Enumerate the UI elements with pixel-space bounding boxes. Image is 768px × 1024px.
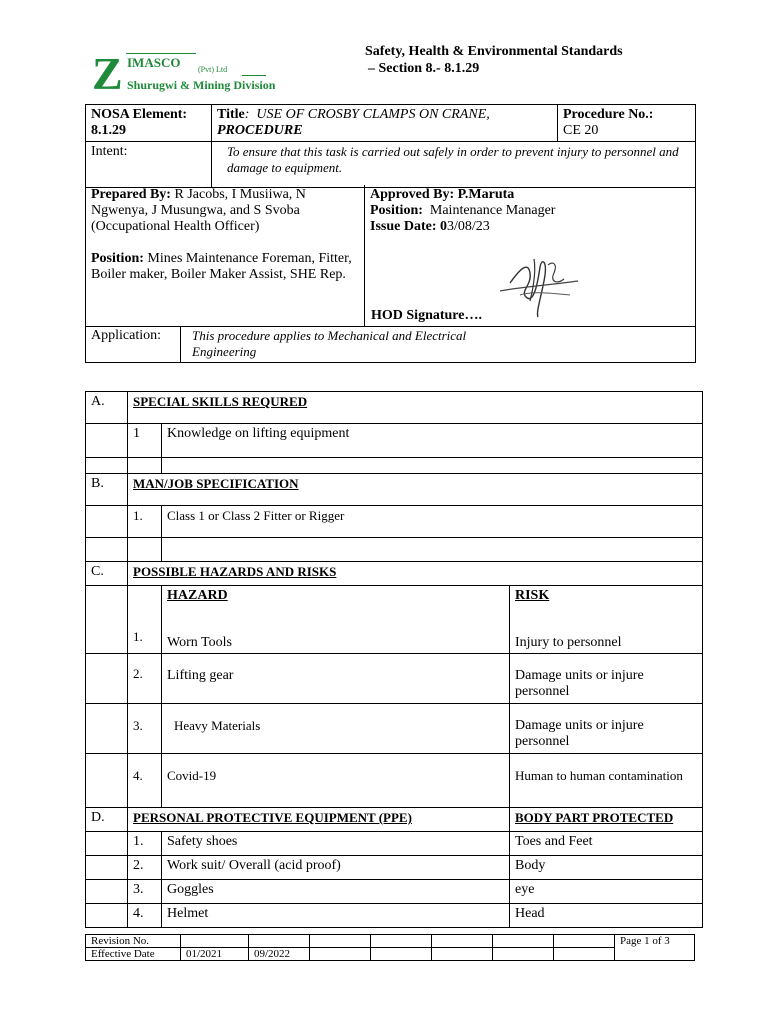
logo-company-name: IMASCO — [127, 55, 181, 70]
section-d-row — [86, 808, 703, 832]
intent-label-cell — [86, 142, 212, 188]
title-label: Title — [217, 107, 245, 122]
ppe-row — [86, 856, 703, 880]
intent-label: Intent: — [91, 144, 128, 159]
ppe-row — [86, 832, 703, 856]
ppe-text: Helmet — [162, 904, 510, 928]
effective-date-2: 09/2022 — [249, 948, 310, 961]
section-d-title: PERSONAL PROTECTIVE EQUIPMENT (PPE) — [133, 810, 412, 825]
ppe-text: Goggles — [162, 880, 510, 904]
body-part-text: Toes and Feet — [510, 832, 703, 856]
section-a-row — [86, 392, 703, 424]
risk-text: Human to human contamination — [510, 754, 703, 808]
hazard-text: Worn Tools — [167, 635, 232, 650]
item-number: 1. — [128, 586, 162, 654]
ppe-row — [86, 880, 703, 904]
section-letter: C. — [86, 562, 128, 586]
list-item — [86, 506, 703, 538]
body-part-header: BODY PART PROTECTED — [515, 810, 674, 825]
hazard-text: Covid-19 — [162, 754, 510, 808]
position-label: Position: — [91, 251, 144, 266]
item-number: 1 — [128, 424, 162, 458]
body-part-text: Body — [510, 856, 703, 880]
effective-date-1: 01/2021 — [181, 948, 249, 961]
application-value-cell — [181, 326, 696, 363]
ppe-text: Work suit/ Overall (acid proof) — [162, 856, 510, 880]
risk-text: Injury to personnel — [515, 635, 622, 650]
approved-position-label: Position: — [370, 203, 423, 218]
prepared-label: Prepared By: — [91, 187, 171, 202]
prepared-value: R Jacobs, I Musiiwa, N Ngwenya, J Musungwa, and S Svoba (Occupational Health Officer) — [91, 187, 306, 234]
item-number: 1. — [128, 506, 162, 538]
section-letter: A. — [86, 392, 128, 424]
section-b-row — [86, 474, 703, 506]
logo-division: Shurugwi & Mining Division — [127, 78, 276, 92]
hazard-row — [86, 654, 703, 704]
issue-date-label: Issue Date: — [370, 219, 440, 234]
hazard-header: HAZARD — [167, 588, 228, 603]
logo-mid-rule — [242, 75, 266, 76]
prepared-cell — [86, 185, 365, 326]
item-number: 3. — [128, 704, 162, 754]
approved-label: Approved By: — [370, 187, 455, 202]
item-number: 3. — [128, 880, 162, 904]
section-b-title: MAN/JOB SPECIFICATION — [133, 476, 299, 491]
logo-pvt-ltd: (Pvt) Ltd — [198, 65, 228, 74]
title-cell — [212, 105, 558, 142]
logo-top-rule — [126, 53, 196, 54]
procedure-cell — [558, 105, 696, 142]
logo-initial: Z — [92, 48, 123, 99]
item-number: 4. — [128, 904, 162, 928]
nosa-value: 8.1.29 — [91, 123, 126, 138]
approved-value: P.Maruta — [457, 187, 515, 202]
ppe-text: Safety shoes — [162, 832, 510, 856]
section-letter: D. — [86, 808, 128, 832]
prepared-approved-table — [85, 185, 696, 327]
issue-date-bold: 0 — [440, 219, 447, 234]
nosa-element-cell — [86, 105, 212, 142]
application-value: This procedure applies to Mechanical and Electrical Engineering — [192, 328, 467, 359]
procedure-value: CE 20 — [563, 123, 599, 138]
section-letter: B. — [86, 474, 128, 506]
effective-date-label: Effective Date — [86, 948, 181, 961]
intent-value: To ensure that this task is carried out safely in order to prevent injury to personnel and damage to equipment. — [227, 144, 679, 175]
section-c-title: POSSIBLE HAZARDS AND RISKS — [133, 564, 337, 579]
risk-text: Damage units or injure personnel — [510, 654, 703, 704]
issue-date-value: 3/08/23 — [447, 219, 490, 234]
standards-title: Safety, Health & Environmental Standards — [365, 44, 623, 59]
company-logo — [92, 50, 292, 100]
revision-table — [85, 934, 695, 961]
application-table — [85, 326, 696, 363]
hazard-text: Heavy Materials — [162, 704, 510, 754]
title-value-2: PROCEDURE — [217, 123, 303, 138]
procedure-label: Procedure No.: — [563, 107, 654, 122]
application-label-cell — [86, 326, 181, 363]
hazard-row — [86, 754, 703, 808]
ppe-row — [86, 904, 703, 928]
nosa-label: NOSA Element: — [91, 107, 188, 122]
signature-image — [490, 251, 585, 321]
title-value: USE OF CROSBY CLAMPS ON CRANE, — [256, 107, 490, 122]
risk-text: Damage units or injure personnel — [510, 704, 703, 754]
page-number: Page 1 of 3 — [615, 935, 695, 961]
hazard-text: Lifting gear — [162, 654, 510, 704]
section-c-row — [86, 562, 703, 586]
position-value: Mines Maintenance Foreman, Fitter, Boiler maker, Boiler Maker Assist, SHE Rep. — [91, 251, 352, 282]
approved-position-value: Maintenance Manager — [429, 203, 556, 218]
item-number: 2. — [128, 856, 162, 880]
title-colon: : — [244, 107, 250, 122]
hod-signature-label: HOD Signature…. — [371, 307, 482, 323]
item-number: 2. — [128, 654, 162, 704]
risk-header: RISK — [515, 588, 550, 603]
list-item — [86, 424, 703, 458]
procedure-sections-table — [85, 391, 703, 928]
hazard-row — [86, 704, 703, 754]
revision-label: Revision No. — [86, 935, 181, 948]
item-number: 1. — [128, 832, 162, 856]
standards-section: – Section 8.- 8.1.29 — [368, 61, 480, 76]
body-part-text: Head — [510, 904, 703, 928]
body-part-text: eye — [510, 880, 703, 904]
application-label: Application: — [91, 328, 161, 343]
approved-cell — [365, 185, 696, 326]
hazard-row — [86, 586, 703, 654]
procedure-info-table — [85, 104, 696, 188]
intent-value-cell — [212, 142, 696, 188]
item-number: 4. — [128, 754, 162, 808]
item-text: Class 1 or Class 2 Fitter or Rigger — [162, 506, 703, 538]
item-text: Knowledge on lifting equipment — [162, 424, 703, 458]
section-a-title: SPECIAL SKILLS REQURED — [133, 394, 308, 409]
